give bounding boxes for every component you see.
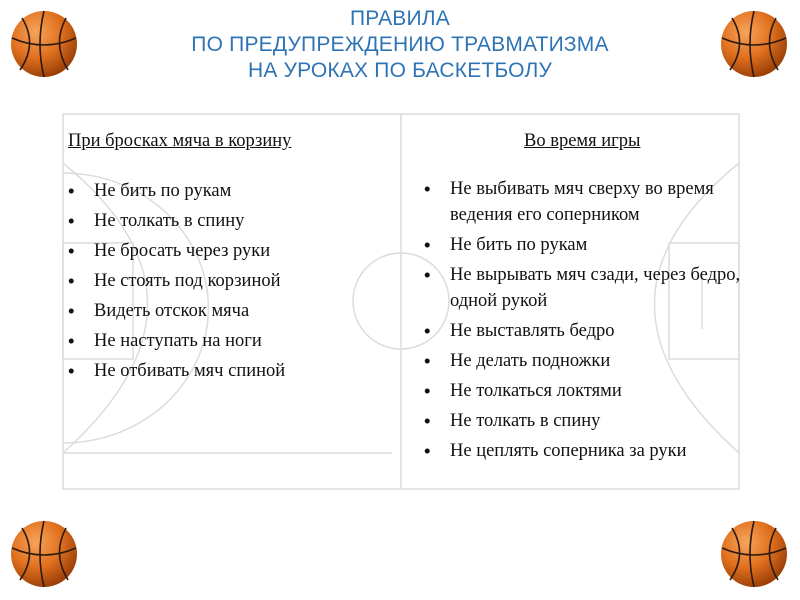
list-item: • Не отбивать мяч спиной: [68, 356, 388, 386]
right-column-heading: Во время игры: [524, 131, 641, 151]
list-item: • Не цеплять соперника за руки: [424, 438, 774, 464]
list-item: • Не бить по рукам: [424, 232, 774, 258]
right-rules-list: [424, 176, 774, 464]
title-line-3: НА УРОКАХ ПО БАСКЕТБОЛУ: [247, 59, 553, 82]
left-rules-list: [68, 176, 388, 386]
list-item: • Не выбивать мяч сверху во время ведения его соперником: [424, 176, 774, 228]
left-column-heading: При бросках мяча в корзину: [68, 131, 292, 151]
list-item: • Видеть отскок мяча: [68, 296, 388, 326]
list-item: • Не толкаться локтями: [424, 378, 774, 404]
list-item: • Не толкать в спину: [68, 206, 388, 236]
list-item: • Не делать подножки: [424, 348, 774, 374]
list-item: • Не выставлять бедро: [424, 318, 774, 344]
list-item: • Не толкать в спину: [424, 408, 774, 434]
left-column: [68, 126, 388, 386]
basketball-icon: [8, 518, 80, 590]
list-item: • Не вырывать мяч сзади, через бедро, одной рукой: [424, 262, 774, 314]
list-item: • Не наступать на ноги: [68, 326, 388, 356]
title-line-1: ПРАВИЛА: [350, 7, 450, 30]
basketball-icon: [718, 518, 790, 590]
basketball-icon: [8, 8, 80, 80]
title-line-2: ПО ПРЕДУПРЕЖДЕНИЮ ТРАВМАТИЗМА: [191, 33, 609, 56]
right-column: [424, 126, 774, 468]
list-item: • Не стоять под корзиной: [68, 266, 388, 296]
list-item: • Не бросать через руки: [68, 236, 388, 266]
list-item: • Не бить по рукам: [68, 176, 388, 206]
page-title: [0, 6, 800, 84]
basketball-icon: [718, 8, 790, 80]
